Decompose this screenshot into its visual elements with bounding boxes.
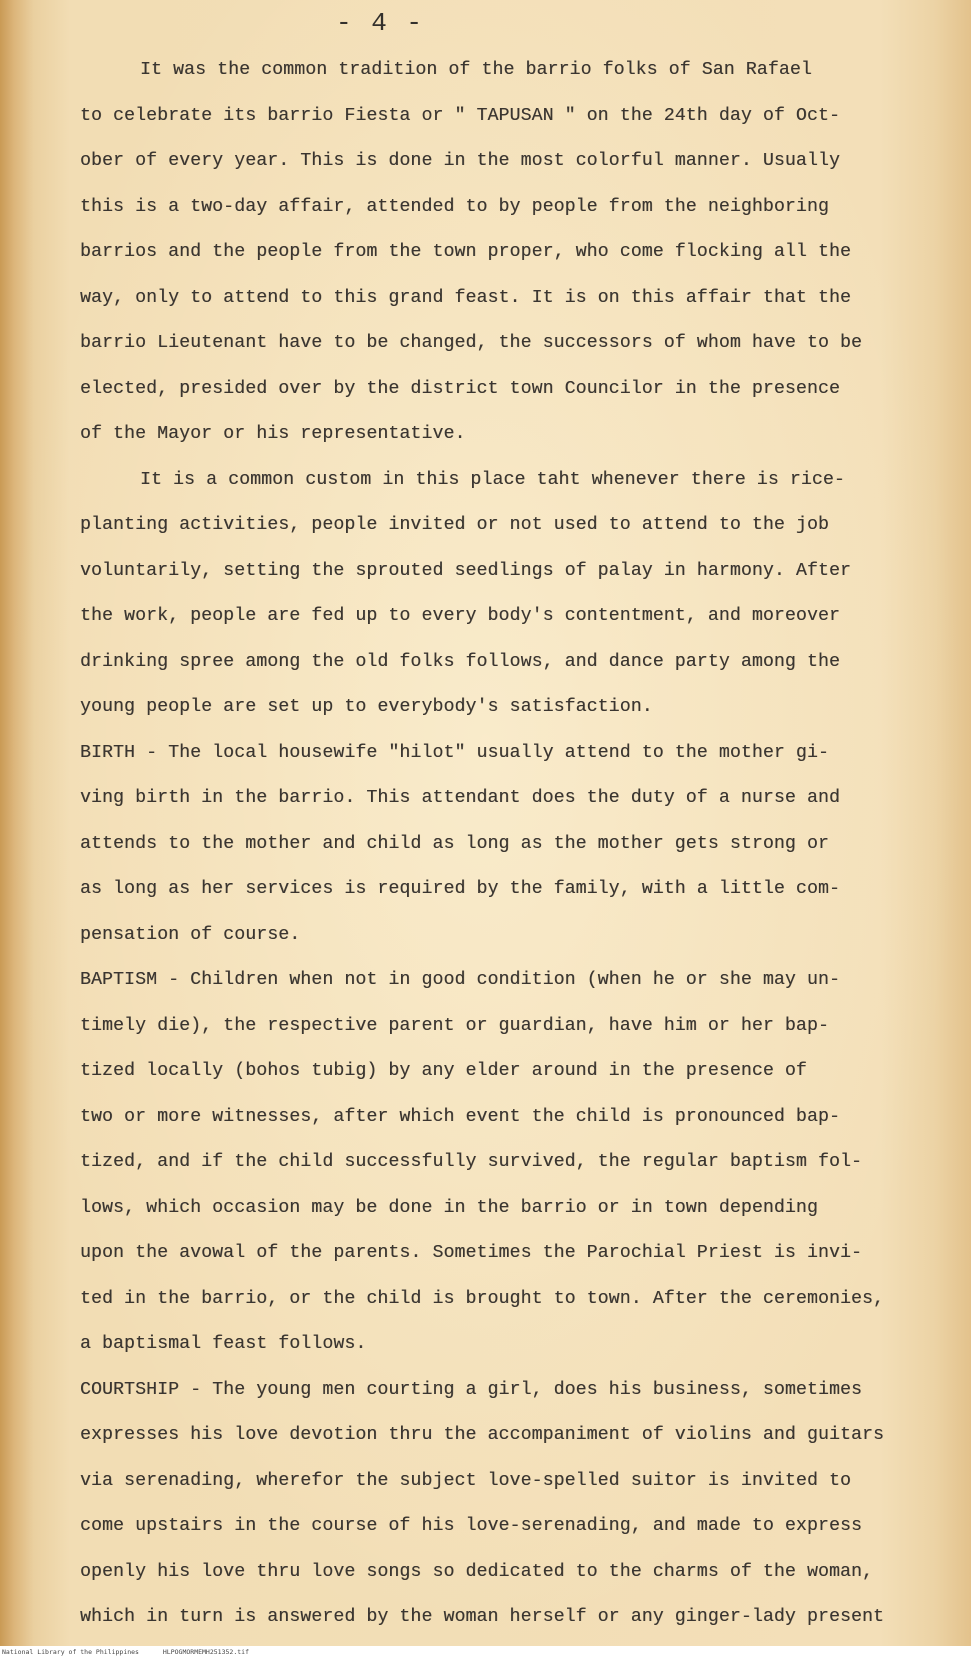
text-line: tized locally (bohos tubig) by any elder around in the presence of	[80, 1061, 807, 1081]
text-line: as long as her services is required by the family, with a little com-	[80, 879, 840, 899]
text-line: expresses his love devotion thru the accompaniment of violins and guitars	[80, 1425, 885, 1445]
text-line: timely die), the respective parent or guardian, have him or her bap-	[80, 1015, 829, 1036]
text-line: attends to the mother and child as long as the mother gets strong or	[80, 833, 829, 854]
text-line: of the Mayor or his representative.	[80, 424, 466, 444]
text-line: via serenading, wherefor the subject love-spelled suitor is invited to	[80, 1470, 851, 1491]
text-line: elected, presided over by the district town Councilor in the presence	[80, 378, 840, 399]
footer-file-id: HLPOGMORMEMH251352.tif	[162, 1648, 249, 1656]
text-line: young people are set up to everybody's satisfaction.	[80, 697, 653, 717]
text-line: ted in the barrio, or the child is brought to town. After the ceremonies,	[80, 1288, 885, 1309]
text-line: ober of every year. This is done in the most colorful manner. Usually	[80, 151, 840, 171]
text-line: which in turn is answered by the woman herself or any ginger-lady present	[80, 1607, 885, 1627]
text-line: ving birth in the barrio. This attendant does the duty of a nurse and	[80, 788, 840, 808]
scan-footer	[0, 1646, 971, 1658]
text-line: voluntarily, setting the sprouted seedlings of palay in harmony. After	[80, 560, 851, 581]
text-line: the work, people are fed up to every body's contentment, and moreover	[80, 606, 840, 626]
text-line: way, only to attend to this grand feast. It is on this affair that the	[80, 287, 851, 308]
text-line: barrios and the people from the town proper, who come flocking all the	[80, 242, 851, 262]
text-line: come upstairs in the course of his love-serenading, and made to express	[80, 1516, 863, 1536]
text-line: upon the avowal of the parents. Sometimes the Parochial Priest is invi-	[80, 1243, 863, 1263]
text-line: tized, and if the child successfully survived, the regular baptism fol-	[80, 1152, 863, 1172]
text-line: lows, which occasion may be done in the barrio or in town depending	[80, 1197, 818, 1218]
text-line: this is a two-day affair, attended to by people from the neighboring	[80, 196, 829, 217]
text-line: BIRTH - The local housewife "hilot" usually attend to the mother gi-	[80, 742, 829, 763]
text-line: drinking spree among the old folks follows, and dance party among the	[80, 651, 840, 672]
text-line: planting activities, people invited or not used to attend to the job	[80, 515, 829, 535]
text-line: pensation of course.	[80, 924, 301, 945]
page-number: - 4 -	[335, 8, 424, 38]
body-text	[80, 48, 920, 1641]
text-line: openly his love thru love songs so dedicated to the charms of the woman,	[80, 1561, 874, 1582]
text-line: barrio Lieutenant have to be changed, the successors of whom have to be	[80, 333, 863, 353]
text-line: a baptismal feast follows.	[80, 1334, 367, 1354]
text-line: It is a common custom in this place taht whenever there is rice-	[140, 469, 845, 490]
footer-institution: National Library of the Philippines	[2, 1648, 139, 1656]
text-line: It was the common tradition of the barrio folks of San Rafael	[140, 60, 812, 80]
text-line: BAPTISM - Children when not in good condition (when he or she may un-	[80, 970, 840, 990]
text-line: to celebrate its barrio Fiesta or " TAPUSAN " on the 24th day of Oct-	[80, 105, 840, 126]
text-line: COURTSHIP - The young men courting a girl, does his business, sometimes	[80, 1379, 863, 1400]
text-line: two or more witnesses, after which event the child is pronounced bap-	[80, 1106, 840, 1127]
